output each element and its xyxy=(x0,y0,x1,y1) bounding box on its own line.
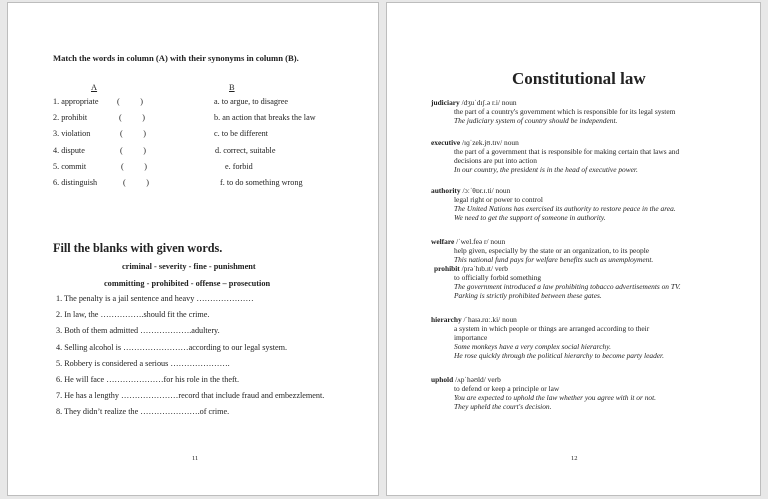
column-a-item xyxy=(53,128,193,144)
entry-pronunciation: /prəˈhɪb.ɪt/ verb xyxy=(461,264,508,273)
entry-headword: hierarchy xyxy=(431,315,462,324)
right-page xyxy=(386,2,761,496)
glossary-entry-authority xyxy=(431,187,676,223)
sentence-item: 8. They didn’t realize the ………………….of crime. xyxy=(56,407,230,417)
entry-definition: the part of a government that is responsible for making certain that laws and xyxy=(454,146,680,156)
sentence-item: 4. Selling alcohol is ……………………according to our legal system. xyxy=(56,342,288,352)
entry-definition: decisions are put into action xyxy=(454,155,537,165)
entry-definition: help given, especially by the state or an organization, to its people xyxy=(454,245,650,255)
entry-headword: welfare xyxy=(431,237,455,246)
left-page xyxy=(7,2,379,496)
match-instruction: Match the words in column (A) with their synonyms in column (B). xyxy=(53,53,299,63)
sentence-item: 5. Robbery is considered a serious …………………. xyxy=(56,358,230,368)
entry-headword: prohibit xyxy=(434,264,460,273)
column-a-word: 5. commit xyxy=(53,161,87,171)
column-b-item: a. to argue, to disagree xyxy=(214,97,288,106)
glossary-entry-hierarchy xyxy=(431,316,664,361)
glossary-entry-uphold xyxy=(431,376,656,412)
entry-example: Parking is strictly prohibited between these gates. xyxy=(454,290,602,300)
page-title: Constitutional law xyxy=(512,69,646,88)
column-b-list xyxy=(214,96,316,193)
answer-blank[interactable]: ( ) xyxy=(117,97,143,106)
column-b-header: B xyxy=(229,83,235,92)
entry-pronunciation: /ˈhaɪə.rɑː.ki/ noun xyxy=(463,315,517,324)
entry-pronunciation: /dʒuˈdɪʃ.ə r.i/ noun xyxy=(461,98,517,107)
glossary-entry-executive xyxy=(431,139,679,175)
entry-definition: to officially forbid something xyxy=(454,272,542,282)
column-a-item xyxy=(53,145,193,161)
answer-blank[interactable]: ( ) xyxy=(123,177,149,187)
sentence-item: 3. Both of them admitted ……………….adultery. xyxy=(56,326,220,336)
column-b-item: b. an action that breaks the law xyxy=(214,113,316,123)
column-a-word: 4. dispute xyxy=(53,145,85,155)
entry-example: This national fund pays for welfare benefits such as unemployment. xyxy=(454,254,654,264)
entry-definition: legal right or power to control xyxy=(454,194,543,204)
entry-definition: importance xyxy=(454,332,488,342)
entry-example: Some monkeys have a very complex social hierarchy. xyxy=(454,341,611,351)
sentence-item: 1. The penalty is a jail sentence and heavy ………………… xyxy=(56,294,254,303)
entry-pronunciation: /ɔːˈθɒr.ɪ.ti/ noun xyxy=(462,186,511,195)
fill-blanks-heading: Fill the blanks with given words. xyxy=(53,241,223,255)
entry-example: He rose quickly through the political hierarchy to become party leader. xyxy=(454,350,664,360)
entry-example: They upheld the court's decision. xyxy=(454,401,552,411)
glossary-entry-prohibit xyxy=(434,265,680,301)
answer-blank[interactable]: ( ) xyxy=(119,113,145,123)
column-a-word: 2. prohibit xyxy=(53,113,88,123)
entry-example: The judiciary system of country should be independent. xyxy=(454,115,618,125)
word-bank-line-1: criminal - severity - fine - punishment xyxy=(122,262,256,271)
entry-pronunciation: /ɪɡˈzek.jʊ.tɪv/ noun xyxy=(462,138,519,147)
column-a-header: A xyxy=(91,83,98,92)
column-a-word: 1. appropriate xyxy=(53,97,99,106)
sentence-item: 7. He has a lengthy …………………record that include fraud and embezzlement. xyxy=(56,391,325,401)
glossary-entry-welfare xyxy=(431,238,653,265)
entry-definition: a system in which people or things are arranged according to their xyxy=(454,323,650,333)
entry-example: You are expected to uphold the law whether you agree with it or not. xyxy=(454,392,656,402)
column-a-item xyxy=(53,161,193,177)
column-a-word: 3. violation xyxy=(53,129,91,139)
column-a-word: 6. distinguish xyxy=(53,177,98,187)
glossary-entry-judiciary xyxy=(431,99,675,126)
answer-blank[interactable]: ( ) xyxy=(120,145,146,155)
entry-example: The government introduced a law prohibiting tobacco advertisements on TV. xyxy=(454,281,681,291)
entry-headword: judiciary xyxy=(431,98,460,107)
word-bank-line-2: committing - prohibited - offense – prosecution xyxy=(104,279,271,288)
column-b-item: c. to be different xyxy=(214,129,268,139)
column-a-list xyxy=(53,96,193,193)
sentence-item: 6. He will face …………………for his role in the theft. xyxy=(56,374,240,384)
entry-definition: the part of a country's government which is responsible for its legal system xyxy=(454,106,676,116)
answer-blank[interactable]: ( ) xyxy=(121,161,147,171)
entry-example: We need to get the support of someone in authority. xyxy=(454,212,606,222)
entry-example: In our country, the president is in the head of executive power. xyxy=(454,164,638,174)
entry-headword: uphold xyxy=(431,375,454,384)
answer-blank[interactable]: ( ) xyxy=(120,129,146,139)
column-b-item: d. correct, suitable xyxy=(215,145,276,155)
entry-headword: executive xyxy=(431,138,461,147)
column-a-item xyxy=(53,112,193,128)
entry-example: The United Nations has exercised its authority to restore peace in the area. xyxy=(454,203,676,213)
entry-pronunciation: /ʌpˈhəʊld/ verb xyxy=(455,375,501,384)
column-b-item: f. to do something wrong xyxy=(220,177,303,187)
entry-headword: authority xyxy=(431,186,461,195)
entry-pronunciation: /ˈwel.feə r/ noun xyxy=(456,237,506,246)
entry-definition: to defend or keep a principle or law xyxy=(454,383,560,393)
column-b-item: e. forbid xyxy=(225,161,253,171)
sentence-list xyxy=(56,294,341,417)
page-number: 12 xyxy=(571,455,578,462)
sentence-item: 2. In law, the …………….should fit the crime. xyxy=(56,310,210,320)
column-a-item xyxy=(53,96,193,112)
column-a-item xyxy=(53,177,193,193)
page-number: 11 xyxy=(192,455,199,462)
